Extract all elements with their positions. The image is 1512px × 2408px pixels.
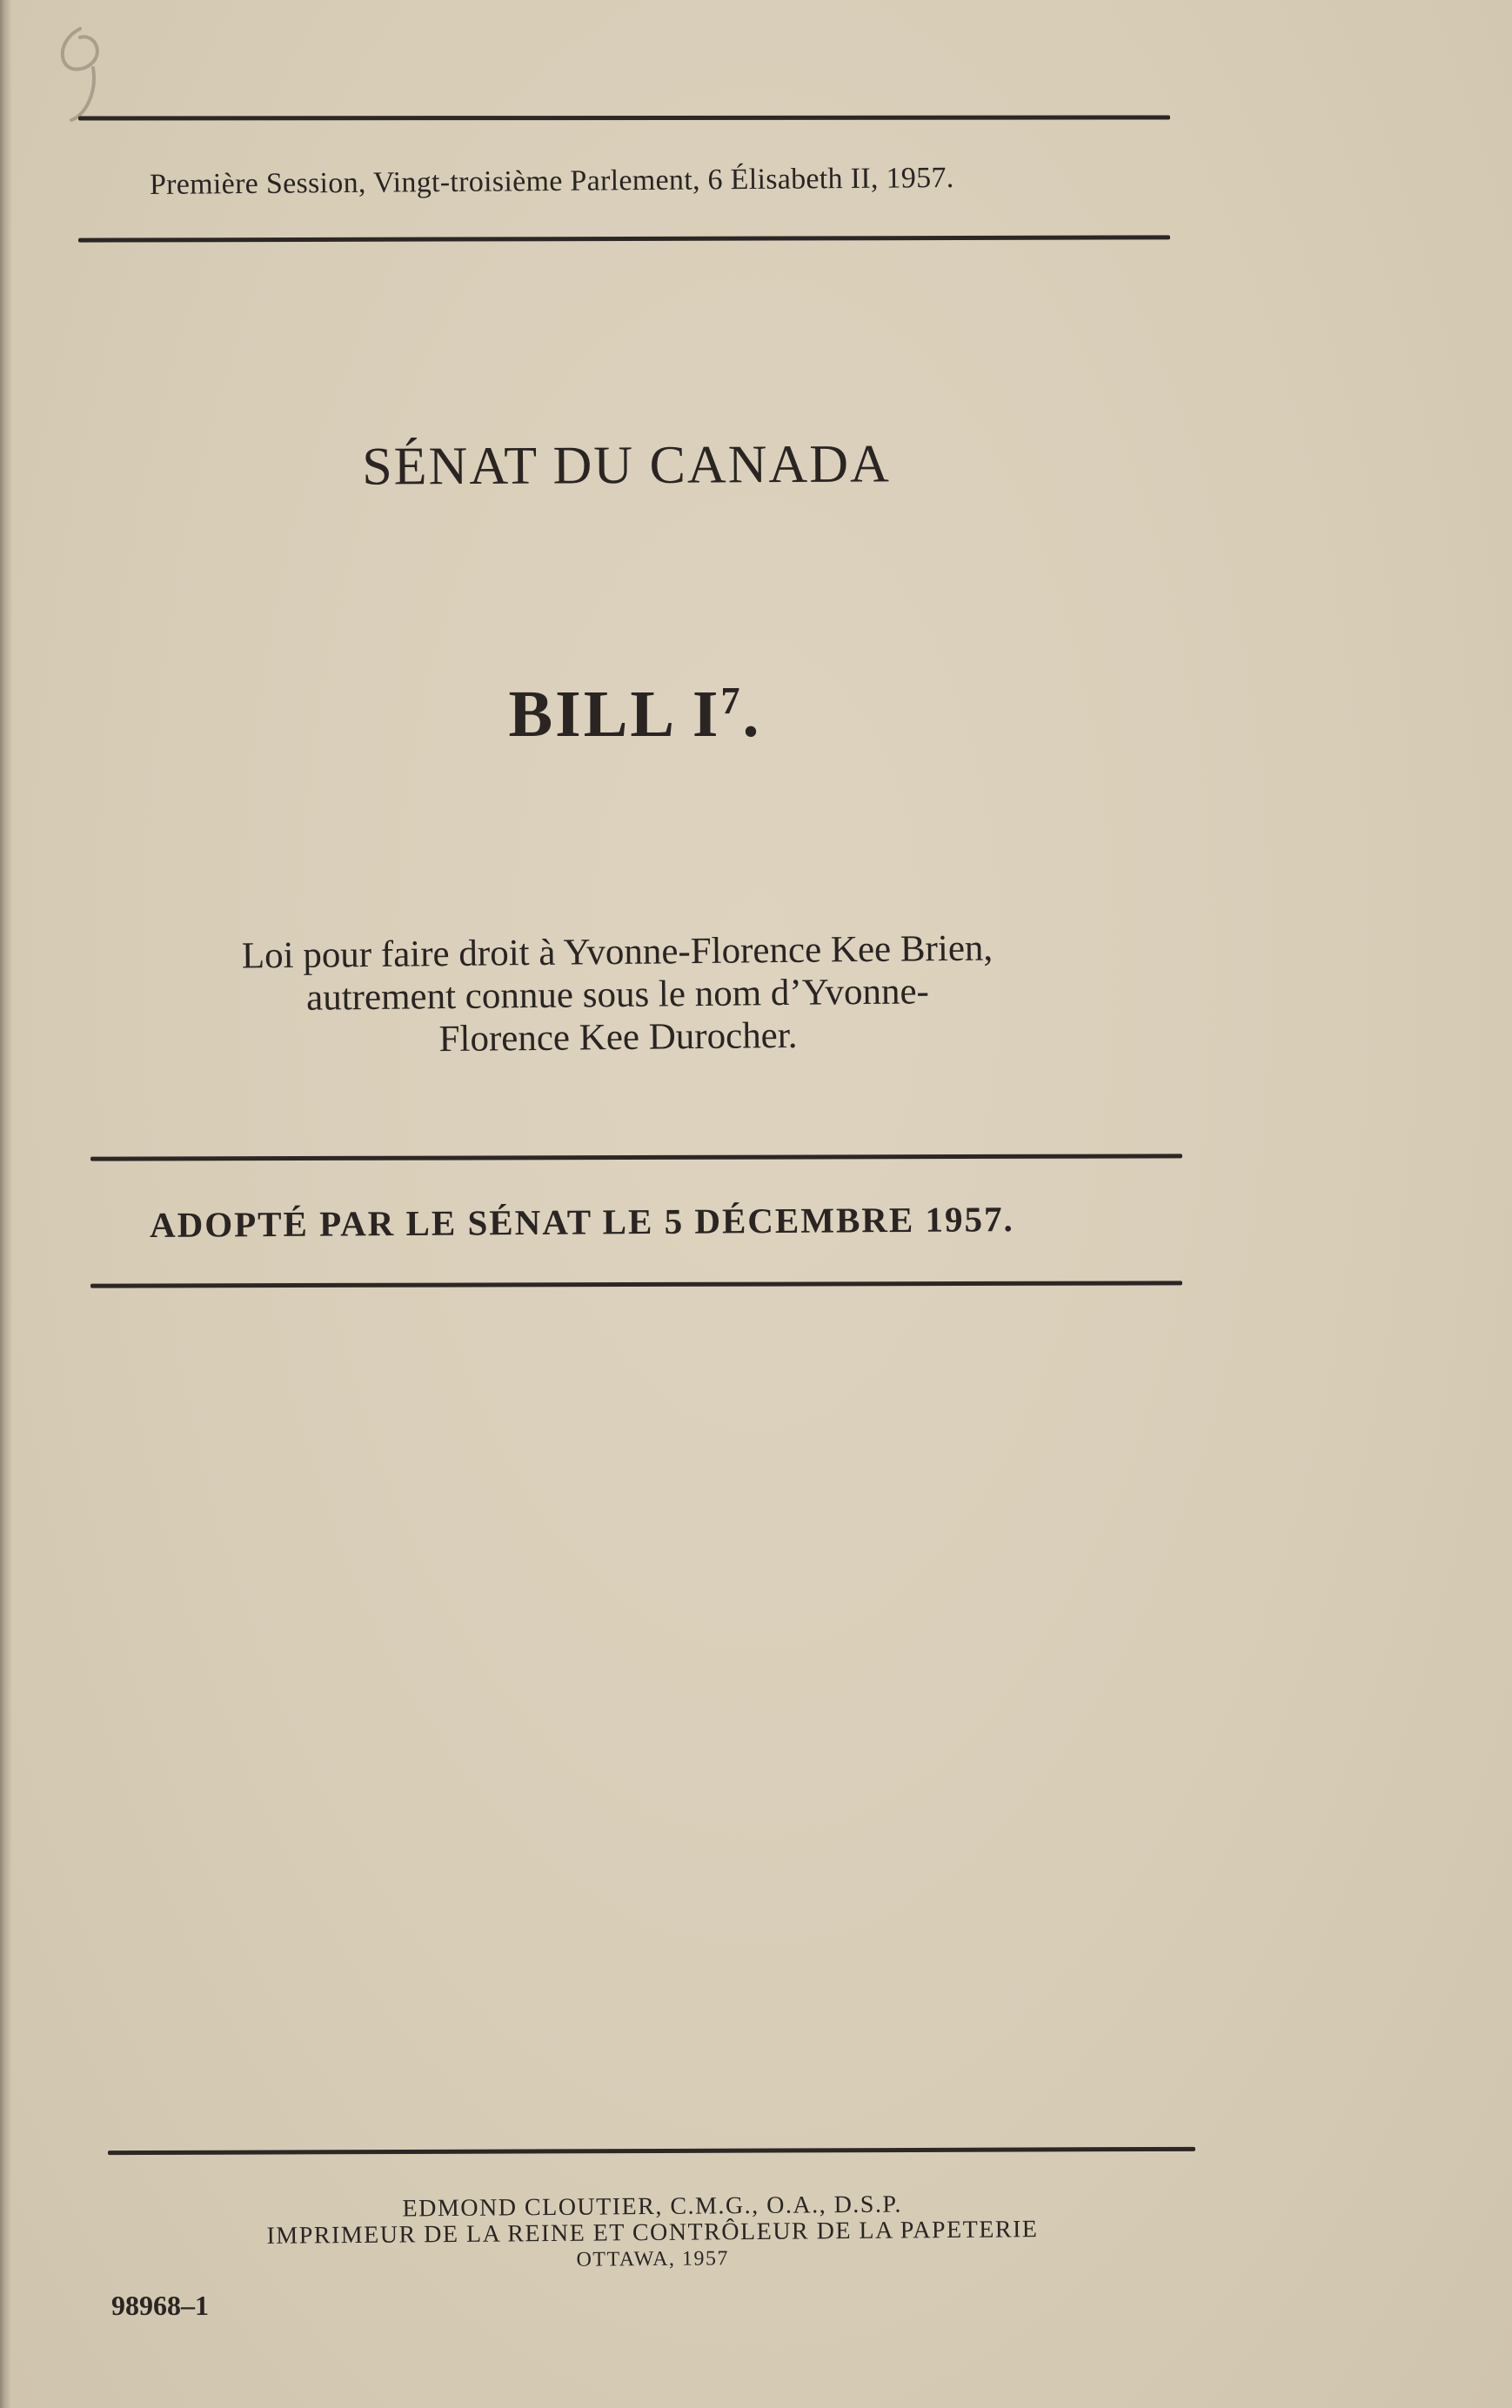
adoption-statement: ADOPTÉ PAR LE SÉNAT LE 5 DÉCEMBRE 1957. [149, 1199, 1014, 1245]
senate-title: SÉNAT DU CANADA [362, 434, 891, 497]
printer-role: IMPRIMEUR DE LA REINE ET CONTRÔLEUR DE LA PAPETERIE [266, 2216, 1039, 2250]
bill-number-prefix: BILL I [508, 678, 721, 751]
document-number: 98968–1 [111, 2290, 209, 2321]
session-rule [78, 235, 1170, 242]
binding-edge [0, 0, 12, 2408]
top-rule [78, 115, 1170, 120]
printer-name: EDMOND CLOUTIER, C.M.G., O.A., D.S.P. [402, 2191, 903, 2223]
adoption-bottom-rule [90, 1281, 1182, 1288]
description-line: Loi pour faire droit à Yvonne-Florence Kee Brien, [241, 927, 994, 977]
description-line: Florence Kee Durocher. [438, 1014, 798, 1060]
description-line: autrement connue sous le nom d’Yvonne- [305, 971, 930, 1019]
bill-number [0, 677, 1270, 752]
bill-number-superscript: 7 [720, 679, 743, 722]
bill-number-suffix: . [742, 678, 762, 751]
adoption-top-rule [90, 1154, 1182, 1161]
pencil-annotation [45, 16, 141, 129]
printer-rule [108, 2147, 1195, 2155]
session-line: Première Session, Vingt-troisième Parlement, 6 Élisabeth II, 1957. [149, 161, 954, 201]
printer-imprint [165, 2190, 1141, 2277]
bill-description [130, 926, 1105, 1064]
printer-city: OTTAWA, 1957 [576, 2247, 730, 2271]
